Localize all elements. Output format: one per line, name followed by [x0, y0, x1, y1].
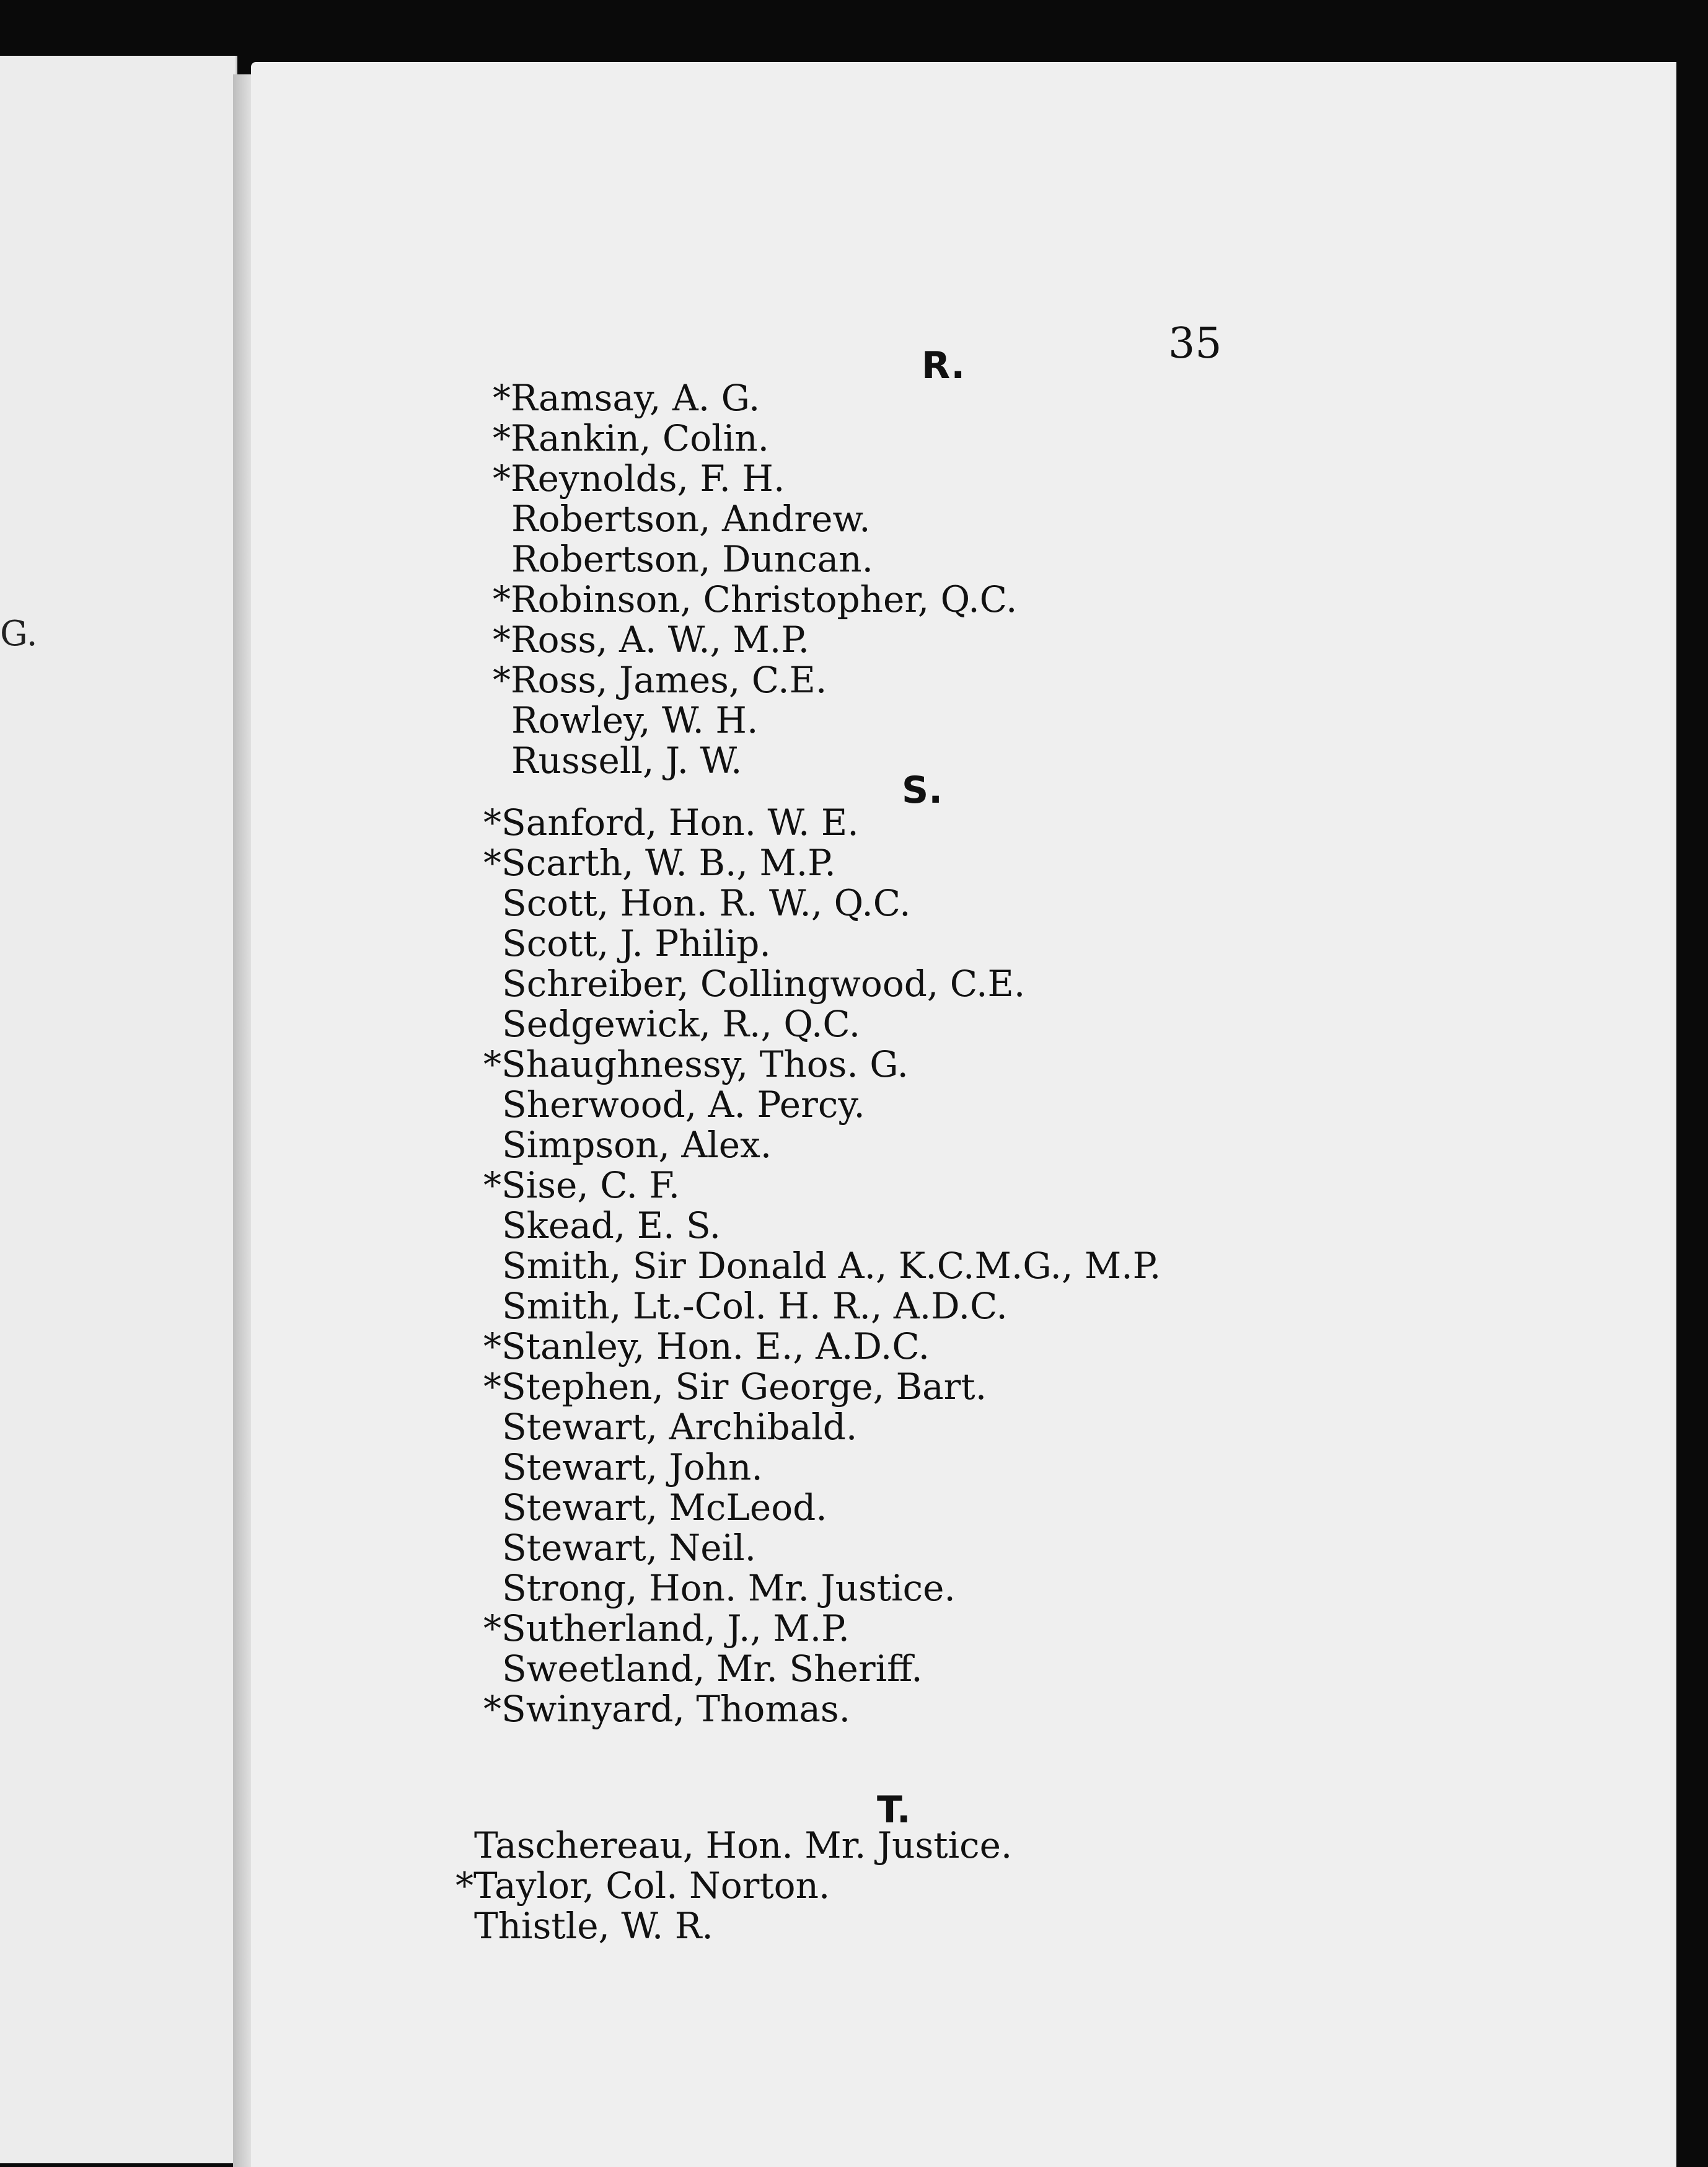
section-r-list — [493, 377, 1018, 782]
list-item: Stewart, Archibald. — [502, 1406, 858, 1448]
list-item: *Taylor, Col. Norton. — [456, 1865, 830, 1907]
right-page — [251, 62, 1676, 2167]
list-item: *Scarth, W. B., M.P. — [483, 842, 836, 884]
list-item: Simpson, Alex. — [502, 1124, 772, 1166]
list-item: Skead, E. S. — [502, 1204, 721, 1247]
list-item: Robertson, Duncan. — [511, 538, 874, 580]
list-item: Robertson, Andrew. — [511, 498, 871, 540]
list-item: Sherwood, A. Percy. — [502, 1084, 865, 1126]
section-s-list — [483, 801, 1161, 1730]
list-item: *Sise, C. F. — [483, 1164, 680, 1206]
list-item: Russell, J. W. — [511, 739, 742, 782]
list-item: *Sutherland, J., M.P. — [483, 1607, 850, 1649]
list-item: Stewart, Neil. — [502, 1527, 757, 1569]
list-item: *Robinson, Christopher, Q.C. — [493, 578, 1018, 620]
left-page — [0, 56, 237, 2163]
list-item: *Shaughnessy, Thos. G. — [483, 1043, 909, 1085]
section-heading-s: S. — [902, 769, 943, 812]
list-item: Scott, Hon. R. W., Q.C. — [502, 882, 911, 924]
list-item: Smith, Sir Donald A., K.C.M.G., M.P. — [502, 1245, 1161, 1287]
page-number: 35 — [1168, 319, 1222, 368]
list-item: *Swinyard, Thomas. — [483, 1688, 851, 1730]
list-item: Sedgewick, R., Q.C. — [502, 1003, 861, 1045]
section-t-list — [456, 1824, 1013, 1947]
list-item: Smith, Lt.-Col. H. R., A.D.C. — [502, 1285, 1008, 1327]
list-item: Sweetland, Mr. Sheriff. — [502, 1648, 923, 1690]
list-item: Schreiber, Collingwood, C.E. — [502, 963, 1026, 1005]
list-item: Strong, Hon. Mr. Justice. — [502, 1567, 956, 1609]
list-item: *Stephen, Sir George, Bart. — [483, 1366, 987, 1408]
list-item: Stewart, McLeod. — [502, 1486, 827, 1529]
left-page-text-fragment: G. — [0, 614, 38, 654]
list-item: *Rankin, Colin. — [493, 417, 770, 459]
list-item: *Ross, James, C.E. — [493, 659, 827, 701]
list-item: *Stanley, Hon. E., A.D.C. — [483, 1325, 930, 1367]
list-item: *Reynolds, F. H. — [493, 457, 785, 500]
section-heading-r: R. — [922, 344, 966, 387]
list-item: *Sanford, Hon. W. E. — [483, 801, 859, 844]
list-item: Stewart, John. — [502, 1446, 763, 1488]
list-item: Rowley, W. H. — [511, 699, 759, 741]
list-item: Taschereau, Hon. Mr. Justice. — [474, 1824, 1013, 1866]
section-heading-t: T. — [877, 1788, 911, 1832]
list-item: Scott, J. Philip. — [502, 922, 771, 964]
list-item: *Ramsay, A. G. — [493, 377, 760, 419]
list-item: Thistle, W. R. — [474, 1905, 713, 1947]
list-item: *Ross, A. W., M.P. — [493, 619, 810, 661]
